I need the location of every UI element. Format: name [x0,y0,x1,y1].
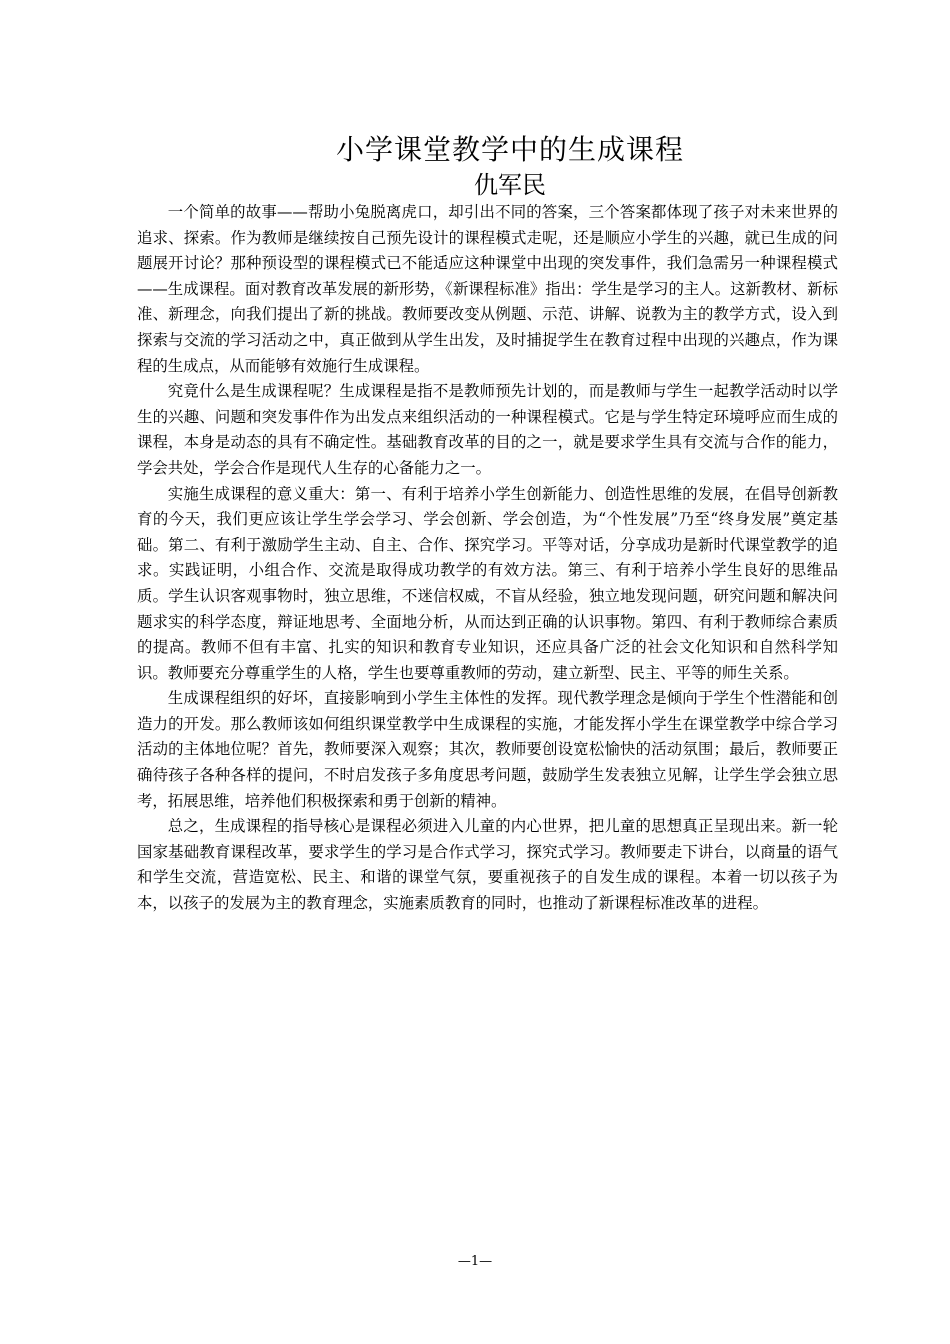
paragraph-5: 总之，生成课程的指导核心是课程必须进入儿童的内心世界，把儿童的思想真正呈现出来。新一轮国家基础教育课程改革，要求学生的学习是合作式学习，探究式学习。教师要走下讲台，以商量的语气和学生交流，营造宽松、民主、和谐的课堂气氛，要重视孩子的自发生成的课程。本着一切以孩子为本，以孩子的发展为主的教育理念，实施素质教育的同时，也推动了新课程标准改革的进程。 [137,817,838,913]
paragraph-4: 生成课程组织的好坏，直接影响到小学生主体性的发挥。现代教学理念是倾向于学生个性潜能和创造力的开发。那么教师该如何组织课堂教学中生成课程的实施，才能发挥小学生在课堂教学中综合学习活动的主体地位呢？首先，教师要深入观察；其次，教师要创设宽松愉快的活动氛围；最后，教师要正确待孩子各种各样的提问，不时启发孩子多角度思考问题，鼓励学生发表独立见解，让学生学会独立思考，拓展思维，培养他们积极探索和勇于创新的精神。 [137,689,838,810]
paragraph-2: 究竟什么是生成课程呢？生成课程是指不是教师预先计划的，而是教师与学生一起教学活动时以学生的兴趣、问题和突发事件作为出发点来组织活动的一种课程模式。它是与学生特定环境呼应而生成的课程，本身是动态的具有不确定性。基础教育改革的目的之一，就是要求学生具有交流与合作的能力，学会共处，学会合作是现代人生存的心备能力之一。 [137,382,838,477]
document-title: 小学课堂教学中的生成课程 [335,133,684,166]
document-body [137,200,838,917]
document-author: 仇军民 [474,171,546,199]
paragraph-1: 一个简单的故事——帮助小兔脱离虎口，却引出不同的答案，三个答案都体现了孩子对未来世界的追求、探索。作为教师是继续按自己预先设计的课程模式走呢，还是顺应小学生的兴趣，就已生成的问题展开讨论？那种预设型的课程模式已不能适应这种课堂中出现的突发事件，我们急需另一种课程模式——生成课程。面对教育改革发展的新形势，《新课程标准》指出：学生是学习的主人。这新教材、新标准、新理念，向我们提出了新的挑战。教师要改变从例题、示范、讲解、说教为主的教学方式，设入到探索与交流的学习活动之中，真正做到从学生出发，及时捕捉学生在教育过程中出现的兴趣点，作为课程的生成点，从而能够有效施行生成课程。 [137,203,838,375]
paragraph-3: 实施生成课程的意义重大：第一、有利于培养小学生创新能力、创造性思维的发展，在倡导创新教育的今天，我们更应该让学生学会学习、学会创新、学会创造，为“个性发展”乃至“终身发展”奠定基础。第二、有利于激励学生主动、自主、合作、探究学习。平等对话，分享成功是新时代课堂教学的追求。实践证明，小组合作、交流是取得成功教学的有效方法。第三、有利于培养小学生良好的思维品质。学生认识客观事物时，独立思维，不迷信权威，不盲从经验，独立地发现问题，研究问题和解决问题求实的科学态度，辩证地思考、全面地分析，从而达到正确的认识事物。第四、有利于教师综合素质的提高。教师不但有丰富、扎实的知识和教育专业知识，还应具备广泛的社会文化知识和自然科学知识。教师要充分尊重学生的人格，学生也要尊重教师的劳动，建立新型、民主、平等的师生关系。 [137,484,838,682]
page-number: —1— [457,1254,493,1269]
